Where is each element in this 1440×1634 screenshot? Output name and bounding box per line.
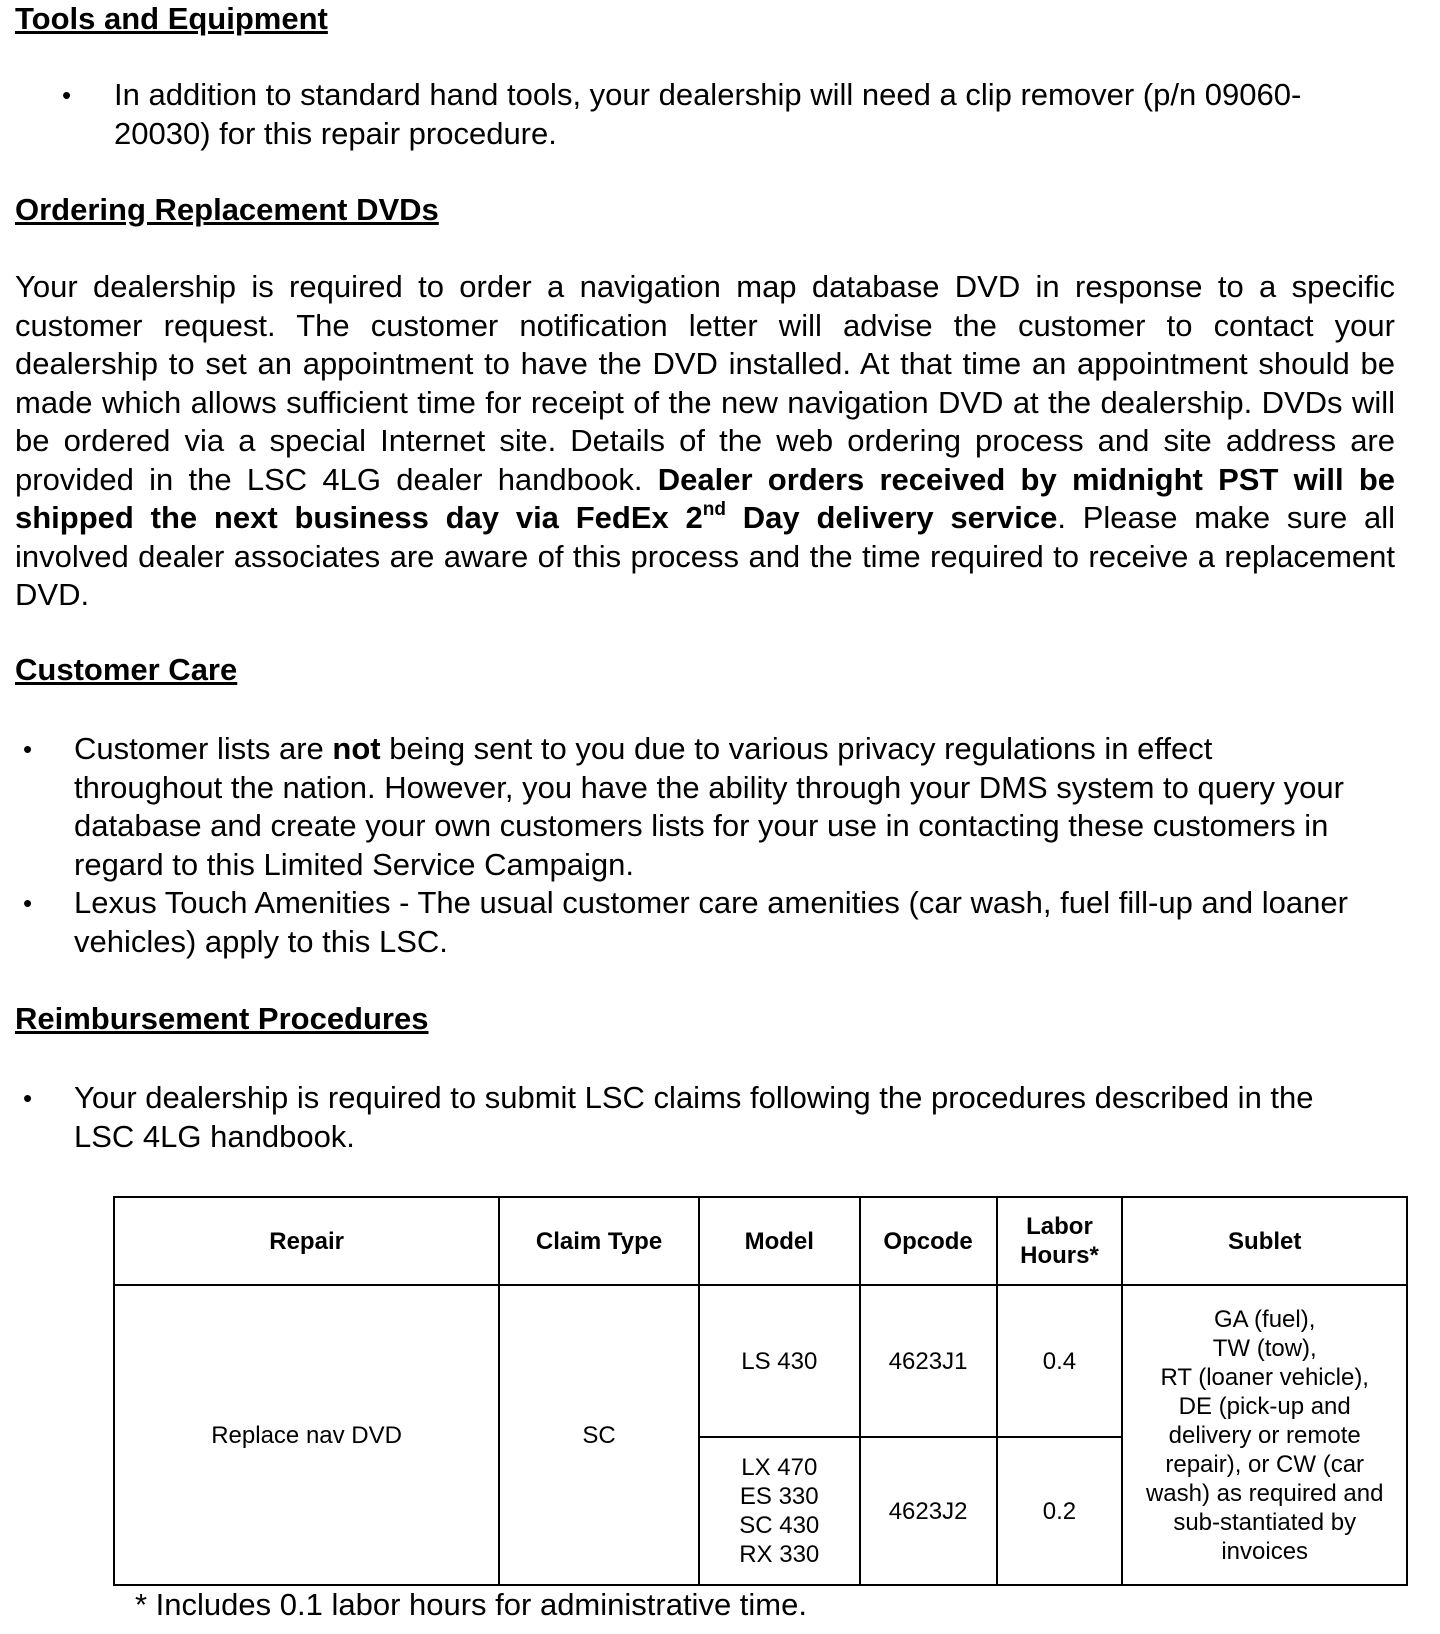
model-line: LX 470 (741, 1454, 818, 1481)
cell-model: LS 430 (699, 1285, 860, 1437)
ordering-text-2: . Please make sure all involved dealer associates are aware of this process and the time required to receive a replacement DVD. (15, 500, 1395, 612)
ordering-bold-2: Day delivery service (726, 500, 1058, 535)
customer-care-heading: Customer Care (15, 652, 238, 687)
care-bullet-1-b: being sent to you due to various privacy regulations in effect throughout the nation. However, you have the ability through your DMS system to query your database and create your own customers lists for your use in contacting these customers in regard to this Limited Service Campaign. (74, 731, 1344, 882)
list-item (15, 884, 1410, 961)
sublet-line: sub-stantiated by (1173, 1508, 1357, 1536)
reimbursement-heading: Reimbursement Procedures (15, 1001, 429, 1036)
cell-repair: Replace nav DVD (114, 1285, 499, 1585)
table-row (114, 1285, 1407, 1437)
cell-claim-type: SC (499, 1285, 699, 1585)
tools-list (15, 76, 1410, 153)
sublet-line: GA (fuel), (1214, 1305, 1316, 1333)
model-line: RX 330 (739, 1541, 820, 1568)
ordering-bold-1: Dealer orders received by midnight PST will be shipped the next business day via FedEx 2 (15, 461, 1395, 535)
sublet-line: wash) as required and (1145, 1479, 1384, 1507)
header-labor-line-2: Hours* (1020, 1242, 1099, 1269)
bullet-icon: • (62, 80, 72, 110)
care-bullet-1-a: Customer lists are (74, 731, 333, 766)
sublet-line: repair), or CW (car (1165, 1450, 1365, 1478)
sublet-line: TW (tow), (1212, 1334, 1317, 1362)
cell-opcode: 4623J2 (860, 1437, 997, 1585)
bullet-icon: • (23, 734, 33, 764)
header-claim-type: Claim Type (499, 1197, 699, 1285)
care-bullet-1-bold: not (332, 731, 381, 766)
header-opcode: Opcode (860, 1197, 997, 1285)
header-model: Model (699, 1197, 860, 1285)
sublet-line: DE (pick-up and (1178, 1392, 1351, 1420)
ordering-text-1: Your dealership is required to order a navigation map database DVD in response to a specific customer request. The customer notification letter will advise the customer to contact your dealership to set an appointment to have the DVD installed. At that time an appointment should be made which allows sufficient time for receipt of the new navigation DVD at the dealership. DVDs will be ordered via a special Internet site. Details of the web ordering process and site address are provided in the LSC 4LG dealer handbook. (15, 269, 1395, 497)
sublet-line: invoices (1221, 1537, 1309, 1565)
ordering-heading: Ordering Replacement DVDs (15, 192, 439, 227)
reimbursement-bullet-text: Your dealership is required to submit LSC claims following the procedures described in the LSC 4LG handbook. (74, 1080, 1314, 1154)
care-bullet-2: Lexus Touch Amenities - The usual customer care amenities (car wash, fuel fill-up and loaner vehicles) apply to this LSC. (74, 885, 1348, 959)
reimbursement-list (15, 1079, 1410, 1156)
list-item (15, 1079, 1410, 1156)
cell-model (699, 1437, 860, 1585)
header-repair: Repair (114, 1197, 499, 1285)
repair-table (113, 1196, 1408, 1586)
ordering-superscript: nd (702, 499, 726, 520)
model-line: SC 430 (739, 1512, 820, 1539)
sublet-line: delivery or remote (1168, 1421, 1361, 1449)
model-line: ES 330 (739, 1483, 819, 1510)
table-footnote: * Includes 0.1 labor hours for administrative time. (135, 1587, 807, 1622)
sublet-line: RT (loaner vehicle), (1160, 1363, 1369, 1391)
ordering-paragraph (15, 268, 1395, 615)
header-sublet: Sublet (1122, 1197, 1407, 1285)
cell-opcode: 4623J1 (860, 1285, 997, 1437)
table-header-row (114, 1197, 1407, 1285)
tools-bullet-text: In addition to standard hand tools, your dealership will need a clip remover (p/n 09060-20030) for this repair procedure. (114, 77, 1302, 151)
bullet-icon: • (23, 888, 33, 918)
list-item (15, 76, 1410, 153)
header-labor-line-1: Labor (1026, 1213, 1093, 1240)
bullet-icon: • (23, 1083, 33, 1113)
header-labor-hours (997, 1197, 1123, 1285)
list-item (15, 730, 1410, 884)
tools-heading: Tools and Equipment (15, 1, 328, 36)
cell-sublet (1122, 1285, 1407, 1585)
cell-hours: 0.2 (997, 1437, 1123, 1585)
cell-hours: 0.4 (997, 1285, 1123, 1437)
customer-care-list (15, 730, 1410, 961)
